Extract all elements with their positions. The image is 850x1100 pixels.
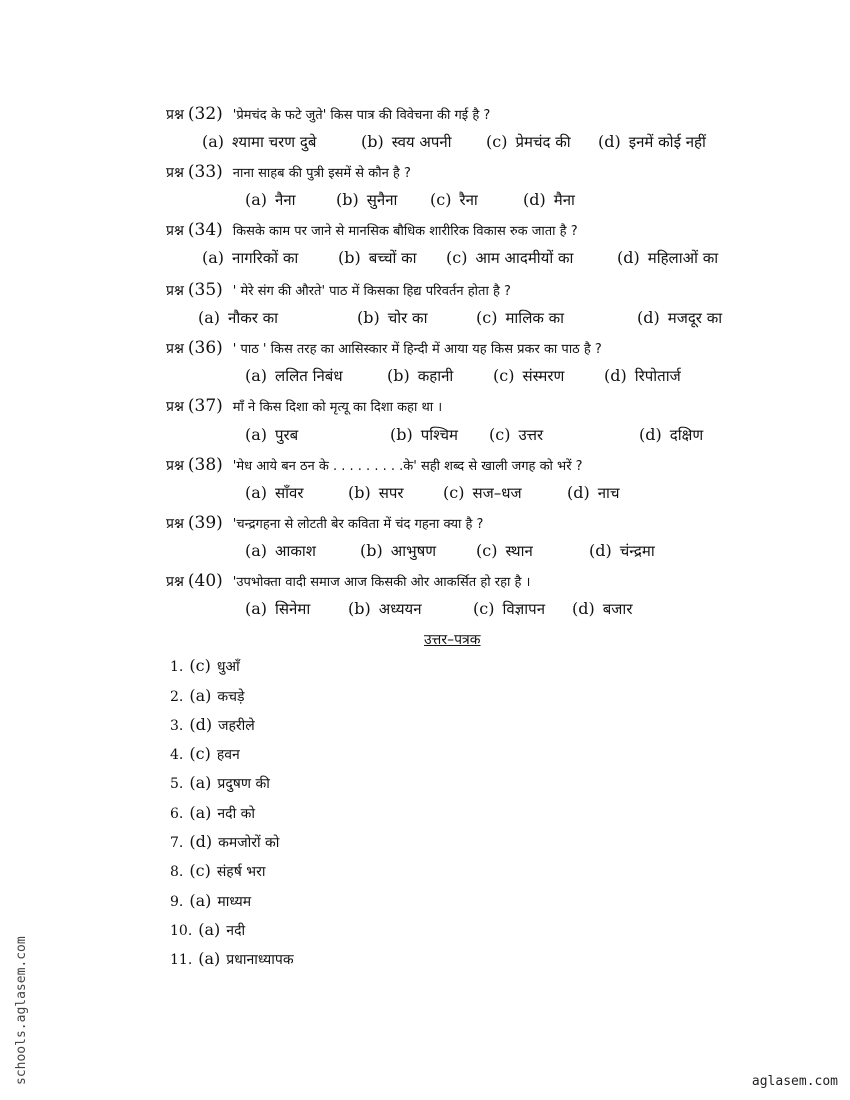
answer-item xyxy=(170,715,255,735)
option-letter: (a) xyxy=(245,366,268,385)
answer-letter: (d) xyxy=(189,832,213,851)
option-text: नागरिकों का xyxy=(232,249,299,267)
question-body: 'मेध आये बन ठन के . . . . . . . . .के' सही शब्द से खाली जगह को भरें ? xyxy=(232,459,583,474)
option-d xyxy=(523,190,575,210)
option-text: बच्चों का xyxy=(368,249,417,267)
option-c xyxy=(493,366,564,386)
option-a xyxy=(245,541,316,561)
option-text: स्वय अपनी xyxy=(391,133,452,151)
option-b xyxy=(336,190,397,210)
question-text xyxy=(166,220,578,240)
answer-letter: (a) xyxy=(189,803,212,822)
option-letter: (c) xyxy=(476,541,498,560)
option-d xyxy=(598,132,706,152)
option-letter: (c) xyxy=(443,483,465,502)
question-text xyxy=(166,280,511,300)
question-number: (39) xyxy=(187,513,223,533)
question-body: 'प्रेमचंद के फटे जुते' किस पात्र की विवेचना की गई है ? xyxy=(232,108,491,123)
option-letter: (a) xyxy=(202,248,225,267)
option-letter: (b) xyxy=(348,599,371,618)
option-letter: (a) xyxy=(245,425,268,444)
answer-item xyxy=(170,656,240,676)
option-letter: (d) xyxy=(589,541,612,560)
question-label: प्रश्न xyxy=(166,165,184,181)
answer-item xyxy=(170,949,294,969)
answer-text: कमजोरों को xyxy=(218,835,280,851)
option-letter: (c) xyxy=(476,308,498,327)
question-body: ' मेरे संग की औरते' पाठ में किसका हिद्य परिवर्तन होता है ? xyxy=(232,284,511,299)
option-letter: (a) xyxy=(245,483,268,502)
option-d xyxy=(637,308,722,328)
option-a xyxy=(202,248,298,268)
answer-letter: (a) xyxy=(189,773,212,792)
option-text: नौकर का xyxy=(228,309,279,327)
answer-letter: (d) xyxy=(189,715,213,734)
option-text: रैना xyxy=(459,191,478,209)
question-text xyxy=(166,396,442,416)
option-letter: (c) xyxy=(493,366,515,385)
option-c xyxy=(473,599,545,619)
option-letter: (c) xyxy=(489,425,511,444)
question-text xyxy=(166,455,583,475)
option-text: दक्षिण xyxy=(669,426,704,444)
option-b xyxy=(348,483,404,503)
answer-letter: (c) xyxy=(189,861,211,880)
question-text xyxy=(166,162,411,182)
option-text: सॉंवर xyxy=(275,484,304,502)
option-text: संस्मरण xyxy=(522,367,565,385)
option-text: आभुषण xyxy=(390,542,437,560)
question-label: प्रश्न xyxy=(166,223,184,239)
option-text: विज्ञापन xyxy=(502,600,546,618)
option-letter: (b) xyxy=(360,541,383,560)
option-text: नैना xyxy=(275,191,296,209)
question-label: प्रश्न xyxy=(166,341,184,357)
option-letter: (c) xyxy=(486,132,508,151)
option-text: प्रेमचंद की xyxy=(515,133,571,151)
answer-text: कचड़े xyxy=(217,689,245,705)
option-text: पुरब xyxy=(275,426,299,444)
question-number: (40) xyxy=(187,571,223,591)
option-b xyxy=(360,541,436,561)
answer-item xyxy=(170,861,265,881)
question-label: प्रश्न xyxy=(166,516,184,532)
option-a xyxy=(245,483,304,503)
option-letter: (d) xyxy=(639,425,662,444)
question-label: प्रश्न xyxy=(166,399,184,415)
answer-item xyxy=(170,920,245,940)
option-a xyxy=(245,599,310,619)
option-letter: (b) xyxy=(348,483,371,502)
answer-number: 1. xyxy=(170,659,184,675)
option-text: पश्चिम xyxy=(420,426,459,444)
option-letter: (b) xyxy=(357,308,380,327)
option-d xyxy=(567,483,619,503)
option-text: मजदूर का xyxy=(667,309,723,327)
answer-number: 6. xyxy=(170,806,184,822)
option-letter: (d) xyxy=(617,248,640,267)
question-number: (33) xyxy=(187,162,223,182)
option-text: सिनेमा xyxy=(275,600,311,618)
answer-letter: (a) xyxy=(198,920,221,939)
option-d xyxy=(617,248,718,268)
option-letter: (a) xyxy=(202,132,225,151)
option-text: कहानी xyxy=(417,367,454,385)
answer-text: प्रधानाध्यापक xyxy=(226,952,294,968)
answer-text: नदी xyxy=(226,923,246,939)
answer-text: धुआँ xyxy=(216,659,240,675)
option-letter: (a) xyxy=(245,599,268,618)
question-number: (34) xyxy=(187,220,223,240)
answer-letter: (a) xyxy=(198,949,221,968)
option-text: इनमें कोई नहीं xyxy=(628,133,706,151)
option-letter: (c) xyxy=(430,190,452,209)
option-text: स्थान xyxy=(505,542,533,560)
option-letter: (b) xyxy=(390,425,413,444)
answer-number: 11. xyxy=(170,952,193,968)
option-b xyxy=(387,366,453,386)
option-d xyxy=(589,541,655,561)
option-text: उत्तर xyxy=(518,426,544,444)
option-b xyxy=(348,599,422,619)
answer-text: हवन xyxy=(216,747,240,763)
answer-letter: (c) xyxy=(189,744,211,763)
option-text: रिपोतार्ज xyxy=(634,367,681,385)
option-letter: (b) xyxy=(336,190,359,209)
option-d xyxy=(639,425,703,445)
option-letter: (d) xyxy=(567,483,590,502)
question-body: माँ ने किस दिशा को मृत्यू का दिशा कहा था । xyxy=(232,400,443,415)
answer-item xyxy=(170,832,279,852)
option-text: मैना xyxy=(553,191,575,209)
option-text: चोर का xyxy=(387,309,428,327)
question-body: ' पाठ ' किस तरह का आसिस्कार में हिन्दी में आया यह किस प्रकर का पाठ है ? xyxy=(232,342,602,357)
answer-text: नदी को xyxy=(217,806,256,822)
option-text: सज–धज xyxy=(472,484,522,502)
answer-number: 10. xyxy=(170,923,193,939)
option-text: चंन्द्रमा xyxy=(619,542,655,560)
option-c xyxy=(486,132,571,152)
option-text: ललित निबंध xyxy=(275,367,343,385)
option-a xyxy=(245,190,296,210)
option-c xyxy=(443,483,522,503)
answer-number: 9. xyxy=(170,894,184,910)
answer-letter: (a) xyxy=(189,686,212,705)
option-letter: (a) xyxy=(198,308,221,327)
option-text: सपर xyxy=(378,484,404,502)
answer-letter: (a) xyxy=(189,891,212,910)
question-label: प्रश्न xyxy=(166,574,184,590)
option-text: अध्ययन xyxy=(378,600,422,618)
option-c xyxy=(476,541,533,561)
option-text: श्यामा चरण दुबे xyxy=(232,133,317,151)
question-body: नाना साहब की पुत्री इसमें से कौन है ? xyxy=(232,166,411,181)
option-c xyxy=(476,308,564,328)
question-number: (35) xyxy=(187,280,223,300)
option-c xyxy=(489,425,543,445)
question-number: (38) xyxy=(187,455,223,475)
option-letter: (c) xyxy=(446,248,468,267)
question-body: किसके काम पर जाने से मानसिक बौधिक शारीरिक विकास रुक जाता है ? xyxy=(232,224,578,239)
answer-number: 3. xyxy=(170,718,184,734)
answer-item xyxy=(170,686,245,706)
option-letter: (b) xyxy=(387,366,410,385)
answer-text: जहरीले xyxy=(218,718,255,734)
option-letter: (d) xyxy=(598,132,621,151)
question-label: प्रश्न xyxy=(166,283,184,299)
option-c xyxy=(430,190,478,210)
option-c xyxy=(446,248,573,268)
option-text: महिलाओं का xyxy=(647,249,719,267)
answer-item xyxy=(170,891,251,911)
option-letter: (d) xyxy=(637,308,660,327)
answer-text: माध्यम xyxy=(217,894,252,910)
option-letter: (d) xyxy=(604,366,627,385)
answer-number: 5. xyxy=(170,776,184,792)
answer-sheet-heading: उत्तर–पत्रक xyxy=(424,632,481,648)
answer-number: 8. xyxy=(170,864,184,880)
option-a xyxy=(245,425,298,445)
option-letter: (a) xyxy=(245,541,268,560)
option-letter: (d) xyxy=(523,190,546,209)
answer-number: 7. xyxy=(170,835,184,851)
option-b xyxy=(361,132,452,152)
option-text: आम आदमीयों का xyxy=(475,249,574,267)
option-text: आकाश xyxy=(275,542,316,560)
option-b xyxy=(390,425,458,445)
question-label: प्रश्न xyxy=(166,458,184,474)
option-text: नाच xyxy=(597,484,620,502)
question-number: (32) xyxy=(187,104,223,124)
answer-item xyxy=(170,803,255,823)
option-b xyxy=(338,248,417,268)
question-text xyxy=(166,571,530,591)
option-a xyxy=(245,366,343,386)
option-letter: (d) xyxy=(572,599,595,618)
option-letter: (c) xyxy=(473,599,495,618)
answer-item xyxy=(170,744,240,764)
option-b xyxy=(357,308,427,328)
question-number: (36) xyxy=(187,338,223,358)
question-text xyxy=(166,513,483,533)
answer-text: संहर्ष भरा xyxy=(216,864,266,880)
answer-letter: (c) xyxy=(189,656,211,675)
option-a xyxy=(198,308,278,328)
question-label: प्रश्न xyxy=(166,107,184,123)
option-a xyxy=(202,132,316,152)
question-text xyxy=(166,104,490,124)
answer-number: 2. xyxy=(170,689,184,705)
option-letter: (a) xyxy=(245,190,268,209)
question-text xyxy=(166,338,602,358)
option-letter: (b) xyxy=(361,132,384,151)
footer-watermark: aglasem.com xyxy=(751,1074,838,1089)
question-body: 'चन्द्रगहना से लोटती बेर कविता में चंद गहना क्या है ? xyxy=(232,517,484,532)
side-watermark: schools.aglasem.com xyxy=(14,936,29,1085)
option-letter: (b) xyxy=(338,248,361,267)
option-d xyxy=(604,366,681,386)
option-text: बजार xyxy=(602,600,633,618)
question-number: (37) xyxy=(187,396,223,416)
answer-text: प्रदुषण की xyxy=(217,776,270,792)
question-body: 'उपभोक्ता वादी समाज आज किसकी ओर आकर्सित हो रहा है । xyxy=(232,575,531,590)
answer-number: 4. xyxy=(170,747,184,763)
answer-item xyxy=(170,773,270,793)
option-d xyxy=(572,599,632,619)
option-text: मालिक का xyxy=(505,309,565,327)
option-text: सुनैना xyxy=(366,191,398,209)
